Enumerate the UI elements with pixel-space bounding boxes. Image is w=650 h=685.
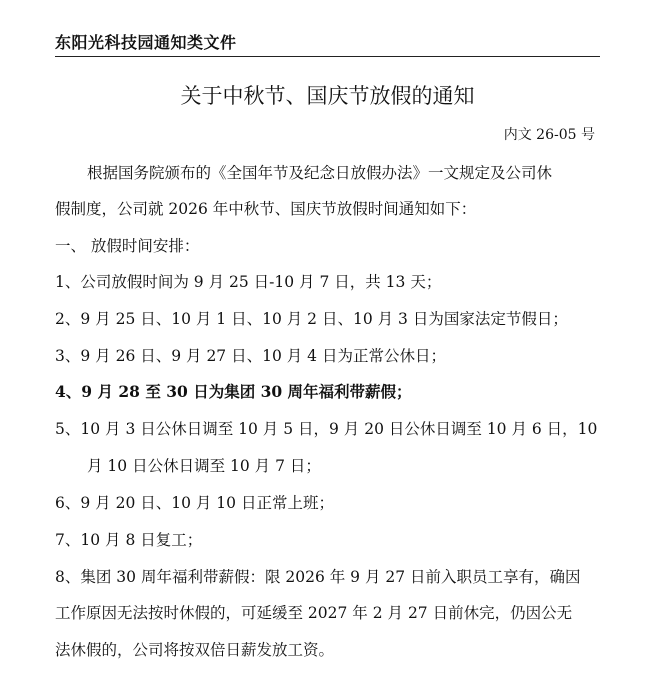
- list-item-8-line-2: 工作原因无法按时休假的，可延缓至 2027 年 2 月 27 日前休完，仍因公无: [55, 604, 573, 622]
- intro-paragraph-line-1: 根据国务院颁布的《全国年节及纪念日放假办法》一文规定及公司休: [87, 164, 553, 182]
- reference-number: 内文 26-05 号: [503, 127, 595, 143]
- list-item-5-line-1: 5、10 月 3 日公休日调至 10 月 5 日，9 月 20 日公休日调至 10 月 6 日，10: [55, 420, 598, 438]
- list-item-5-line-2: 月 10 日公休日调至 10 月 7 日；: [87, 457, 321, 475]
- list-item-4: 4、9 月 28 至 30 日为集团 30 周年福利带薪假；: [55, 382, 412, 401]
- org-header-title: 东阳光科技园通知类文件: [55, 33, 237, 52]
- header-divider: [55, 56, 600, 57]
- list-item-7: 7、10 月 8 日复工；: [55, 531, 203, 549]
- list-item-8-line-3: 法休假的，公司将按双倍日薪发放工资。: [55, 641, 335, 659]
- list-item-2: 2、9 月 25 日、10 月 1 日、10 月 2 日、10 月 3 日为国家法定节假日；: [55, 310, 568, 328]
- list-item-3: 3、9 月 26 日、9 月 27 日、10 月 4 日为正常公休日；: [55, 347, 446, 365]
- list-item-1: 1、公司放假时间为 9 月 25 日-10 月 7 日，共 13 天；: [55, 273, 442, 291]
- list-item-8-line-1: 8、集团 30 周年福利带薪假：限 2026 年 9 月 27 日前入职员工享有，确因: [55, 568, 581, 586]
- notice-title: 关于中秋节、国庆节放假的通知: [180, 84, 475, 108]
- section-heading: 一、 放假时间安排：: [55, 237, 200, 255]
- intro-paragraph-line-2: 假制度，公司就 2026 年中秋节、国庆节放假时间通知如下：: [55, 200, 477, 218]
- list-item-6: 6、9 月 20 日、10 月 10 日正常上班；: [55, 494, 334, 512]
